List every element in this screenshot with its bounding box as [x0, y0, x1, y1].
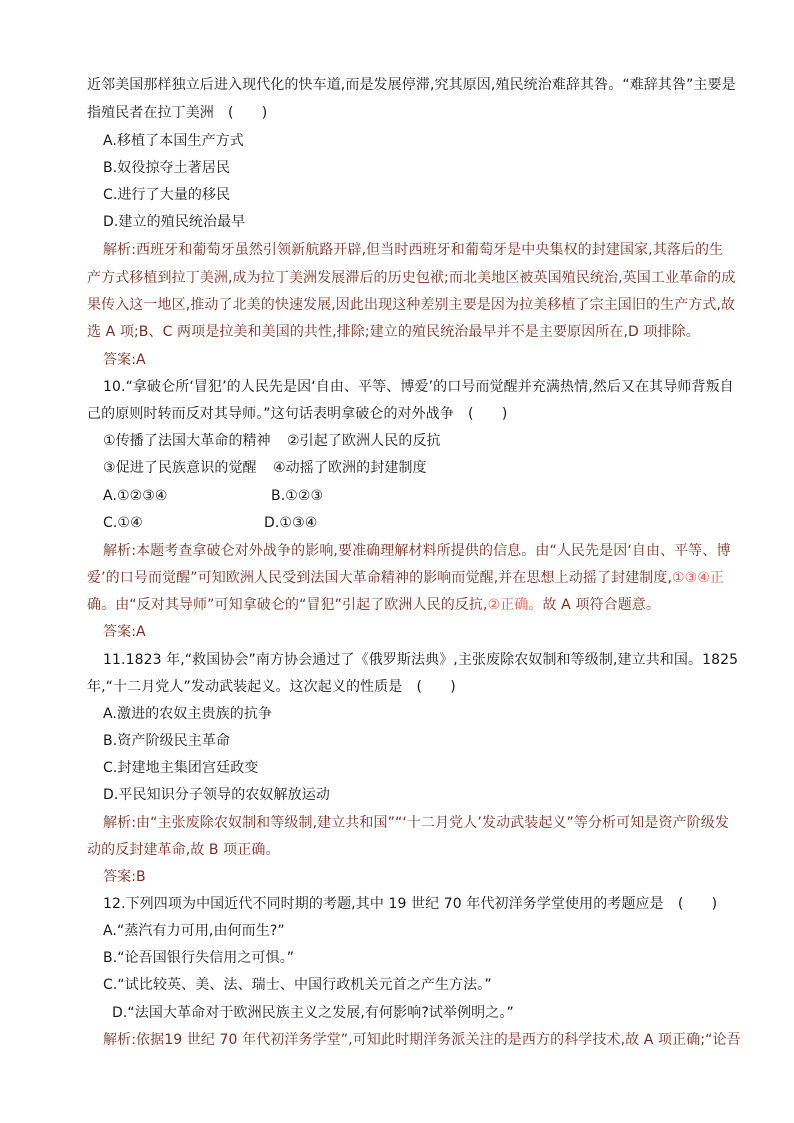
q10-explanation-highlight-1: ①③④正: [672, 570, 725, 586]
q11-stem-line-2: 年,“十二月党人”发动武装起义。这次起义的性质是 ( ): [87, 679, 456, 695]
q10-explanation-line-1: 解析:本题考查拿破仑对外战争的影响,要准确理解材料所提供的信息。由“人民先是因‘自由、平等、博: [103, 543, 731, 559]
q10-explanation-line-2: [87, 568, 724, 588]
q10-explanation-line-3-text: 确。由“反对其导师”可知拿破仑的“冒犯”引起了欧洲人民的反抗,: [87, 597, 488, 613]
q10-stem-line-1: 10.“拿破仑所‘冒犯’的人民先是因‘自由、平等、博爱’的口号而觉醒并充满热情,然后又在其导师背叛自: [103, 379, 734, 395]
q10-explanation-line-3-tail: 故 A 项符合题意。: [542, 597, 660, 613]
q9-explanation-line-1: 解析:西班牙和葡萄牙虽然引领新航路开辟,但当时西班牙和葡萄牙是中央集权的封建国家,其落后的生: [103, 242, 724, 258]
q9-stem-line-2: 指殖民者在拉丁美洲 ( ): [87, 105, 268, 121]
q10-stem-line-2: 己的原则时转而反对其导师。”这句话表明拿破仑的对外战争 ( ): [87, 406, 508, 422]
q9-stem-line-1: 近邻美国那样独立后进入现代化的快车道,而是发展停滞,究其原因,殖民统治难辞其咎。“难辞其咎”主要是: [87, 77, 736, 93]
q11-option-a: A.激进的农奴主贵族的抗争: [103, 706, 273, 722]
q10-item-2: ②引起了欧洲人民的反抗: [287, 433, 441, 449]
q10-option-d: D.①③④: [264, 515, 318, 531]
q12-option-b: B.“论吾国银行失信用之可惧。”: [103, 950, 295, 966]
q12-option-c: C.“试比较英、美、法、瑞士、中国行政机关元首之产生方法。”: [103, 977, 492, 993]
q10-explanation-line-2-text: 爱’的口号而觉醒”可知欧洲人民受到法国大革命精神的影响而觉醒,并在思想上动摇了封建制度,: [87, 570, 673, 586]
q9-option-a: A.移植了本国生产方式: [103, 133, 244, 149]
q12-option-a: A.“蒸汽有力可用,由何而生?”: [103, 923, 285, 939]
q11-answer: 答案:B: [103, 869, 146, 885]
q11-option-d: D.平民知识分子领导的农奴解放运动: [103, 787, 330, 803]
q11-option-c: C.封建地主集团宫廷政变: [103, 760, 259, 776]
q10-answer: 答案:A: [103, 624, 146, 640]
q10-option-b: B.①②③: [271, 488, 324, 504]
q10-item-1: ①传播了法国大革命的精神: [103, 433, 271, 449]
q10-option-a: A.①②③④: [103, 488, 168, 504]
q10-explanation-highlight-2: ②正确。: [487, 597, 543, 613]
q9-explanation-line-4: 选 A 项;B、C 两项是拉美和美国的共性,排除;建立的殖民统治最早并不是主要原因所在,D 项排除。: [87, 324, 700, 340]
q11-stem-line-1: 11.1823 年,“救国协会”南方协会通过了《俄罗斯法典》,主张废除农奴制和等级制,建立共和国。1825: [103, 652, 739, 668]
q10-option-c: C.①④: [103, 515, 143, 531]
q9-option-c: C.进行了大量的移民: [103, 187, 231, 203]
q10-item-3: ③促进了民族意识的觉醒: [103, 460, 257, 476]
q11-option-b: B.资产阶级民主革命: [103, 733, 231, 749]
q11-explanation-line-2: 动的反封建革命,故 B 项正确。: [87, 842, 280, 858]
q12-explanation-line-1: 解析:依据19 世纪 70 年代初洋务学堂”,可知此时期洋务派关注的是西方的科学技术,故 A 项正确;“论吾: [103, 1032, 741, 1048]
q9-answer: 答案:A: [103, 352, 146, 368]
q10-explanation-line-3: [87, 595, 660, 615]
q9-explanation-line-2: 产方式移植到拉丁美洲,成为拉丁美洲发展滞后的历史包袱;而北美地区被英国殖民统治,英国工业革命的成: [87, 270, 736, 286]
q12-stem-line-1: 12.下列四项为中国近代不同时期的考题,其中 19 世纪 70 年代初洋务学堂使用的考题应是 ( ): [103, 896, 718, 912]
q9-option-b: B.奴役掠夺土著居民: [103, 160, 231, 176]
q9-option-d: D.建立的殖民统治最早: [103, 214, 246, 230]
q11-explanation-line-1: 解析:由“主张废除农奴制和等级制,建立共和国”“‘十二月党人’发动武装起义”等分析可知是资产阶级发: [103, 815, 729, 831]
q10-item-4: ④动摇了欧洲的封建制度: [273, 460, 427, 476]
q9-explanation-line-3: 果传入这一地区,推动了北美的快速发展,因此出现这种差别主要是因为拉美移植了宗主国旧的生产方式,故: [87, 297, 736, 313]
q12-option-d: D.“法国大革命对于欧洲民族主义之发展,有何影响?试举例明之。”: [112, 1005, 514, 1021]
